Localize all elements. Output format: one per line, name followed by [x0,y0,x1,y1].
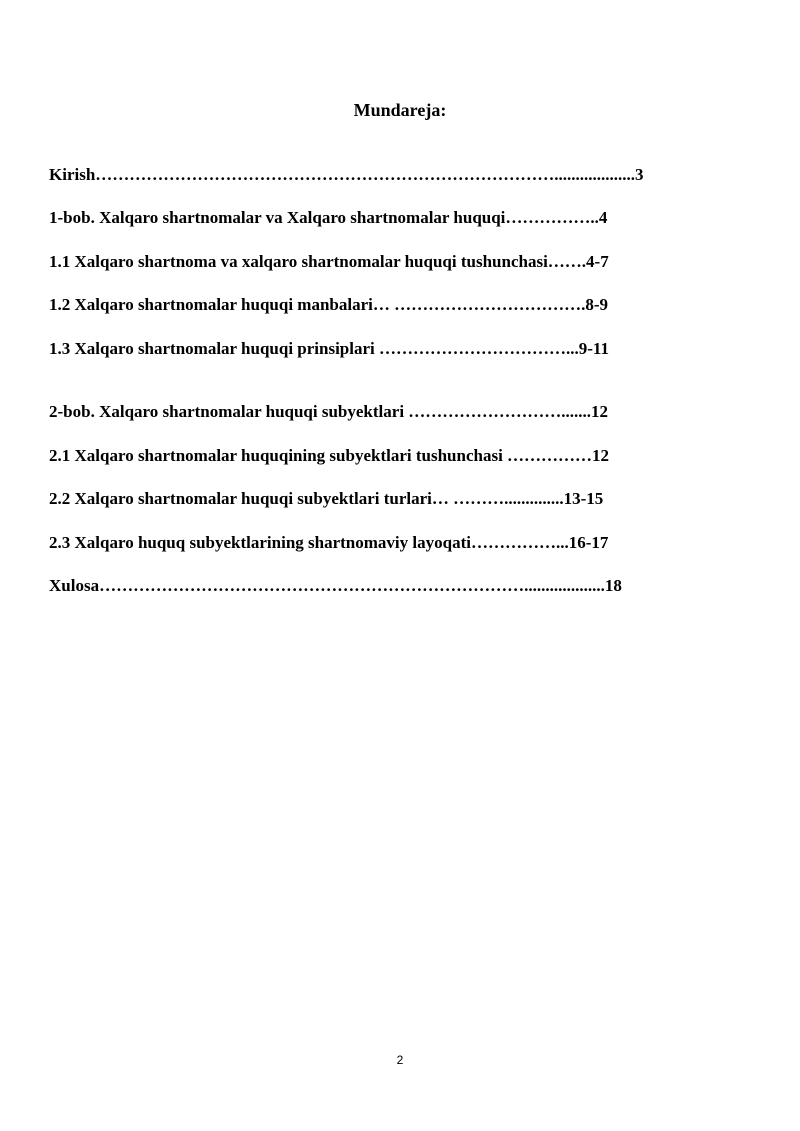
toc-entry-section-2-3: 2.3 Xalqaro huquq subyektlarining shartnomaviy layoqati……………...16-17 [49,533,609,552]
toc-entry-kirish: Kirish………………………………………………………………………...................3 [49,165,644,184]
page-number: 2 [396,1053,404,1067]
toc-entry-section-2-1: 2.1 Xalqaro shartnomalar huquqining subyektlari tushunchasi ……………12 [49,446,610,465]
toc-entry-section-1-3: 1.3 Xalqaro shartnomalar huquqi prinsiplari ……………………………...9-11 [49,339,609,358]
toc-entry-chapter-2: 2-bob. Xalqaro shartnomalar huquqi subyektlari ……………………….......12 [49,402,609,421]
toc-entry-section-1-1: 1.1 Xalqaro shartnoma va xalqaro shartnomalar huquqi tushunchasi…….4-7 [49,252,609,271]
toc-entry-xulosa: Xulosa…………………………………………………………………...................18 [49,576,622,595]
page-title: Mundareja: [353,100,447,120]
toc-entry-section-2-2: 2.2 Xalqaro shartnomalar huquqi subyektlari turlari… ………..............13-15 [49,489,604,508]
toc-entry-chapter-1: 1-bob. Xalqaro shartnomalar va Xalqaro shartnomalar huquqi……………..4 [49,208,608,227]
toc-entry-section-1-2: 1.2 Xalqaro shartnomalar huquqi manbalari… …………………………….8-9 [49,295,609,314]
